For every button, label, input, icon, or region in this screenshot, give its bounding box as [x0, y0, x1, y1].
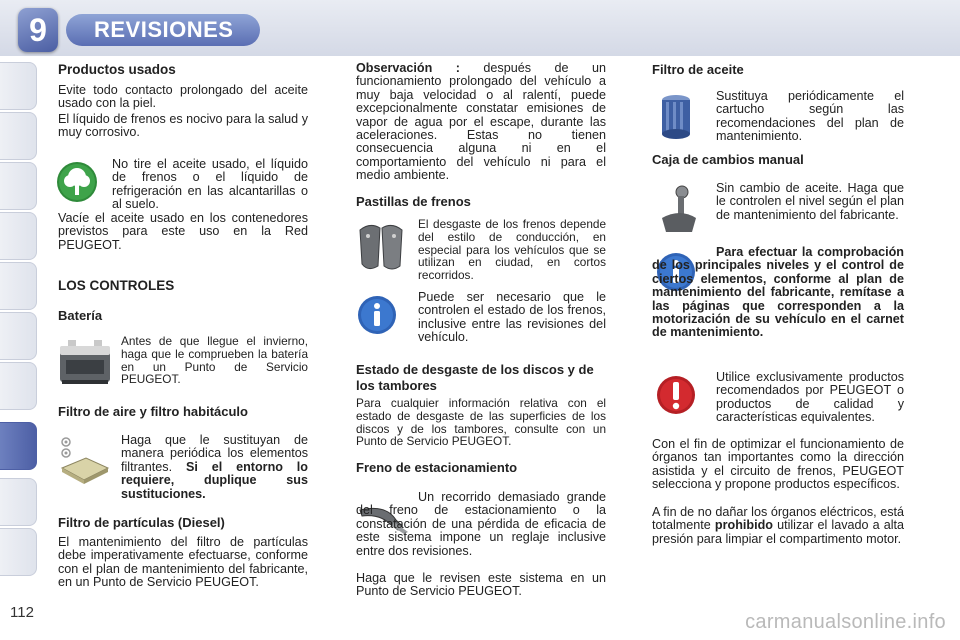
air-filter-icon [56, 436, 114, 488]
caja-cambios-title: Caja de cambios manual [652, 152, 804, 167]
productos-usados-p3: Vacíe el aceite usado en los contenedores previstos para este uso en la Red PEUGEOT. [58, 211, 308, 252]
discos-text: Para cualquier información relativa con el estado de desgaste de las superficies de los discos y de los tambores, consulte con un Punto de Servicio PEUGEOT. [356, 396, 606, 449]
productos-usados-p2: El líquido de frenos es nocivo para la salud y muy corrosivo. [58, 112, 308, 140]
chapter-tab-2[interactable] [0, 112, 37, 160]
bateria-title: Batería [58, 308, 103, 323]
chapter-tab-11[interactable] [0, 528, 37, 576]
caja-cambios-text: Sin cambio de aceite. Haga que le controlen el nivel según el plan de mantenimiento del fabricante. [716, 181, 904, 222]
comprobacion-info: Para efectuar la comprobación de los principales niveles y el control de ciertos elementos, conforme al plan de mantenimiento del fabricante, remítase a las páginas que corresponden a la motorización de su vehículo en el carnet de mantenimiento. [652, 245, 904, 340]
filtro-aceite-title: Filtro de aceite [652, 62, 744, 77]
chapter-tab-4[interactable] [0, 212, 37, 260]
filtro-aceite-text: Sustituya periódicamente el cartucho según las recomendaciones del plan de mantenimiento. [716, 89, 904, 144]
battery-icon [56, 336, 114, 388]
freno-estacionamiento-title: Freno de estacionamiento [356, 460, 518, 475]
chapter-number-badge: 9 [18, 8, 58, 52]
los-controles-heading: LOS CONTROLES [58, 278, 175, 293]
watermark: carmanualsonline.info [745, 611, 946, 633]
filtro-aire-title: Filtro de aire y filtro habitáculo [58, 404, 248, 419]
chapter-tab-5[interactable] [0, 262, 37, 310]
pastillas-text: El desgaste de los frenos depende del estilo de conducción, en especial para los vehículos que se utilizan en ciudad, en cortos recorridos. [418, 217, 606, 283]
chapter-title: REVISIONES [94, 17, 234, 42]
chapter-tab-3[interactable] [0, 162, 37, 210]
filtro-aire-text-normal: Haga que le sustituyan de manera periódica los elementos filtrantes. [121, 433, 308, 474]
lavado-alta-presion-paragraph [652, 506, 904, 546]
freno-estacionamiento-text: Un recorrido demasiado grande del freno de estacionamiento o la constatación de una pérdida de eficacia de este sistema impone un reglaje inclusive entre dos revisiones. [356, 490, 606, 558]
chapter-tab-9-active[interactable] [0, 422, 37, 470]
page-number: 112 [10, 604, 34, 621]
chapter-tab-10[interactable] [0, 478, 37, 526]
chapter-tab-1[interactable] [0, 62, 37, 110]
discos-title: Estado de desgaste de los discos y de los tambores [356, 362, 594, 393]
productos-recomendados-warning: Utilice exclusivamente productos recomendados por PEUGEOT o productos de calidad y características equivalentes. [716, 370, 904, 425]
chapter-tab-7[interactable] [0, 362, 37, 410]
chapter-tab-6[interactable] [0, 312, 37, 360]
filtro-aire-text [121, 434, 308, 501]
optimizar-paragraph: Con el fin de optimizar el funcionamiento de órganos tan importantes como la dirección asistida y el circuito de frenos, PEUGEOT selecciona y propone productos específicos. [652, 437, 904, 492]
filtro-aire-text-bold: Si el entorno lo requiere, duplique sus sustituciones. [121, 459, 308, 501]
oil-filter-icon [656, 92, 696, 142]
pastillas-info: Puede ser necesario que le controlen el estado de los frenos, inclusive entre las revisiones del vehículo. [418, 290, 606, 345]
bateria-text: Antes de que llegue el invierno, haga que le comprueben la batería en un Punto de Servicio PEUGEOT. [121, 334, 308, 387]
filtro-particulas-title: Filtro de partículas (Diesel) [58, 515, 225, 530]
warning-exclamation-icon [655, 374, 697, 416]
lavado-text-post: utilizar el lavado a alta presión para limpiar el compartimento motor. [652, 518, 905, 546]
productos-usados-title: Productos usados [58, 62, 176, 77]
filtro-particulas-text: El mantenimiento del filtro de partículas debe imperativamente efectuarse, conforme con el plan de mantenimiento del fabricante, en un Punto de Servicio PEUGEOT. [58, 535, 308, 590]
productos-usados-p1: Evite todo contacto prolongado del aceite usado con la piel. [58, 83, 308, 111]
tree-environment-icon [55, 160, 99, 204]
pastillas-title: Pastillas de frenos [356, 194, 471, 209]
productos-usados-note: No tire el aceite usado, el líquido de frenos o el líquido de refrigeración en las alcantarillas o al suelo. [112, 157, 308, 212]
brake-pads-icon [356, 220, 408, 276]
gear-shift-icon [656, 184, 700, 236]
freno-estacionamiento-text2: Haga que le revisen este sistema en un Punto de Servicio PEUGEOT. [356, 571, 606, 599]
observacion-paragraph [356, 62, 606, 183]
lavado-text-pre: A fin de no dañar los órganos eléctricos, está totalmente [652, 505, 904, 533]
observacion-label: Observación : [356, 61, 460, 75]
lavado-text-bold: prohibido [714, 518, 773, 533]
info-icon [356, 294, 398, 336]
observacion-text: después de un funcionamiento prolongado del vehículo a muy baja velocidad o al ralentí, puede excepcionalmente constatar emisiones de vapor de agua por el escape, durante las aceleraciones. Estas no tienen consecuencia alguna ni en el comportamiento del vehículo ni para el medio ambiente. [356, 61, 606, 183]
